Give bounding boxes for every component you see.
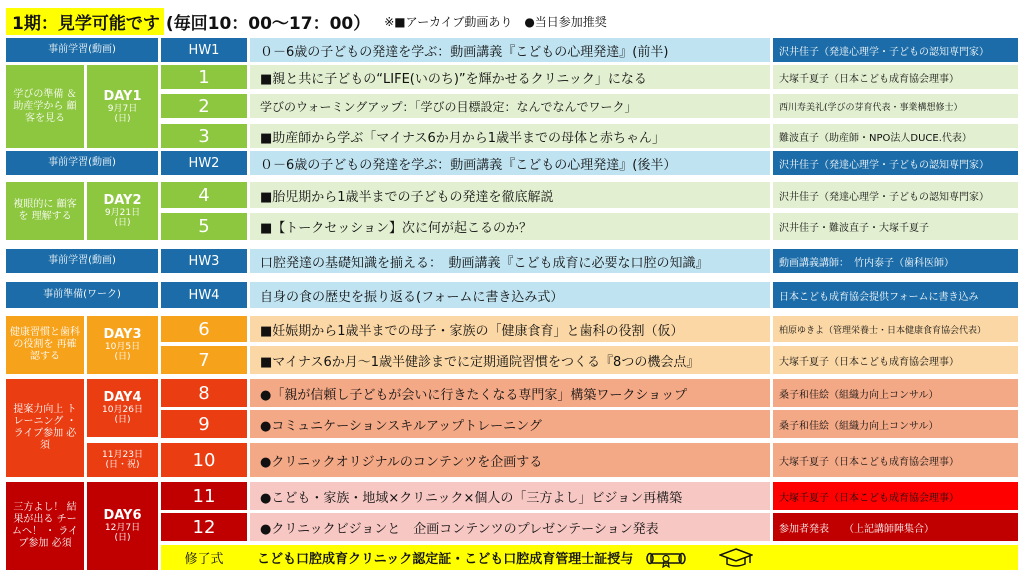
session-speaker: 桑子和佳絵（組織力向上コンサル） — [773, 410, 1018, 438]
session-number: HW4 — [161, 282, 247, 308]
day-date: 11月23日 — [102, 450, 143, 460]
session-speaker: 大塚千夏子（日本こども成育協会理事） — [773, 443, 1018, 477]
graduation-label: 修了式 — [184, 552, 224, 567]
phase-prestudy-1: 事前学習(動画) — [6, 38, 158, 62]
session-number: 6 — [161, 316, 247, 342]
day-5 — [87, 443, 158, 477]
day-dow: (日) — [114, 352, 131, 362]
session-title: ●クリニックオリジナルのコンテンツを企画する — [250, 443, 770, 477]
day-title: DAY2 — [103, 193, 142, 208]
session-speaker: 沢井佳子（発達心理学・子どもの認知専門家） — [773, 151, 1018, 175]
header-time: (毎回10：00～17：00） — [165, 13, 371, 34]
session-speaker: 桑子和佳絵（組織力向上コンサル） — [773, 379, 1018, 407]
day-dow: (日・祝) — [105, 460, 140, 470]
session-speaker: 難波直子（助産師・NPO法人DUCE.代表） — [773, 124, 1018, 148]
day-date: 10月26日 — [102, 405, 143, 415]
session-number: 5 — [161, 213, 247, 240]
day-3 — [87, 316, 158, 374]
session-title: ■助産師から学ぶ「マイナス6か月から1歳半までの母体と赤ちゃん」 — [250, 124, 770, 148]
phase-prestudy-3: 事前学習(動画) — [6, 249, 158, 273]
day-2 — [87, 182, 158, 240]
session-number: 1 — [161, 65, 247, 89]
session-speaker: 沢井佳子（発達心理学・子どもの認知専門家） — [773, 38, 1018, 62]
session-speaker: 大塚千夏子（日本こども成育協会理事） — [773, 346, 1018, 374]
session-speaker: 大塚千夏子（日本こども成育協会理事） — [773, 65, 1018, 89]
day-dow: (日) — [114, 218, 131, 228]
session-title: ●クリニックビジョンと 企画コンテンツのプレゼンテーション発表 — [250, 513, 770, 541]
session-number: 9 — [161, 410, 247, 438]
session-number: 12 — [161, 513, 247, 541]
page-header — [6, 6, 607, 36]
phase-prework: 事前準備(ワーク) — [6, 282, 158, 308]
day-1 — [87, 65, 158, 148]
session-speaker: 沢井佳子（発達心理学・子どもの認知専門家） — [773, 182, 1018, 208]
session-title: ■【トークセッション】次に何が起こるのか？ — [250, 213, 770, 240]
session-number: 3 — [161, 124, 247, 148]
header-note: ※■アーカイブ動画あり ●当日参加推奨 — [384, 14, 607, 29]
session-title: ■妊娠期から1歳半までの母子・家族の「健康食育」と歯科の役割（仮） — [250, 316, 770, 342]
session-title: ０－6歳の子どもの発達を学ぶ：動画講義『こどもの心理発達』(前半) — [250, 38, 770, 62]
certificate-icon — [643, 548, 689, 568]
day-title: DAY3 — [103, 327, 142, 342]
day-6 — [87, 482, 158, 570]
phase-multi-view: 複眼的に 顧客を 理解する — [6, 182, 84, 240]
header-highlight: 1期：見学可能です — [6, 8, 164, 35]
session-number: 8 — [161, 379, 247, 407]
day-dow: (日) — [114, 533, 131, 543]
graduation-cap-icon — [719, 548, 753, 568]
day-dow: (日) — [114, 113, 131, 124]
session-speaker: 西川寿美礼(学びの芽育代表・事業構想修士） — [773, 94, 1018, 118]
session-title: ●「親が信頼し子どもが会いに行きたくなる専門家」構築ワークショップ — [250, 379, 770, 407]
session-number: HW2 — [161, 151, 247, 175]
session-title: ■マイナス6か月～1歳半健診までに定期通院習慣をつくる『8つの機会点』 — [250, 346, 770, 374]
day-title: DAY4 — [103, 390, 142, 405]
graduation-text: こども口腔成育クリニック認定証・こども口腔成育管理士証授与 — [257, 552, 634, 567]
session-title: ●コミュニケーションスキルアップトレーニング — [250, 410, 770, 438]
session-title: ■胎児期から1歳半までの子どもの発達を徹底解説 — [250, 182, 770, 208]
session-title: 自身の食の歴史を振り返る(フォームに書き込み式） — [250, 282, 770, 308]
day-4 — [87, 379, 158, 437]
day-title: DAY6 — [103, 508, 142, 523]
phase-three-way: 三方よし！ 結果が出る チームへ！ ・ ライブ参加 必須 — [6, 482, 84, 570]
phase-health-habits: 健康習慣と歯科の役割を 再確認する — [6, 316, 84, 374]
session-number: 4 — [161, 182, 247, 208]
session-title: ０－6歳の子どもの発達を学ぶ：動画講義『こどもの心理発達』(後半） — [250, 151, 770, 175]
day-dow: (日) — [114, 415, 131, 425]
session-number: 11 — [161, 482, 247, 510]
day-title: DAY1 — [103, 88, 142, 104]
session-title: ■親と共に子どもの“LIFE(いのち)”を輝かせるクリニック」になる — [250, 65, 770, 89]
session-speaker: 柏原ゆきよ（管理栄養士・日本健康食育協会代表） — [773, 316, 1018, 342]
day-date: 9月7日 — [107, 103, 138, 114]
day-date: 9月21日 — [104, 208, 141, 218]
session-speaker: 参加者発表 （上記講師陣集合） — [773, 513, 1018, 541]
session-speaker: 日本こども成育協会提供フォームに書き込み — [773, 282, 1018, 308]
session-speaker: 大塚千夏子（日本こども成育協会理事） — [773, 482, 1018, 510]
graduation-row — [161, 545, 1018, 570]
session-title: ●こども・家族・地域×クリニック×個人の「三方よし」ビジョン再構築 — [250, 482, 770, 510]
day-date: 12月7日 — [104, 523, 141, 533]
session-speaker: 動画講義講師： 竹内泰子（歯科医師） — [773, 249, 1018, 273]
session-speaker: 沢井佳子・難波直子・大塚千夏子 — [773, 213, 1018, 240]
session-number: 10 — [161, 443, 247, 477]
session-number: 7 — [161, 346, 247, 374]
phase-preparation: 学びの準備 ＆ 助産学から 顧客を見る — [6, 65, 84, 148]
session-number: HW3 — [161, 249, 247, 273]
session-title: 口腔発達の基礎知識を揃える： 動画講義『こども成育に必要な口腔の知識』 — [250, 249, 770, 273]
phase-proposal-training: 提案力向上 トレーニング ・ ライブ参加 必須 — [6, 379, 84, 477]
phase-prestudy-2: 事前学習(動画) — [6, 151, 158, 175]
session-number: 2 — [161, 94, 247, 118]
day-date: 10月5日 — [104, 342, 141, 352]
session-number: HW1 — [161, 38, 247, 62]
session-title: 学びのウォーミングアップ：「学びの目標設定：なんでなんでワーク」 — [250, 94, 770, 118]
